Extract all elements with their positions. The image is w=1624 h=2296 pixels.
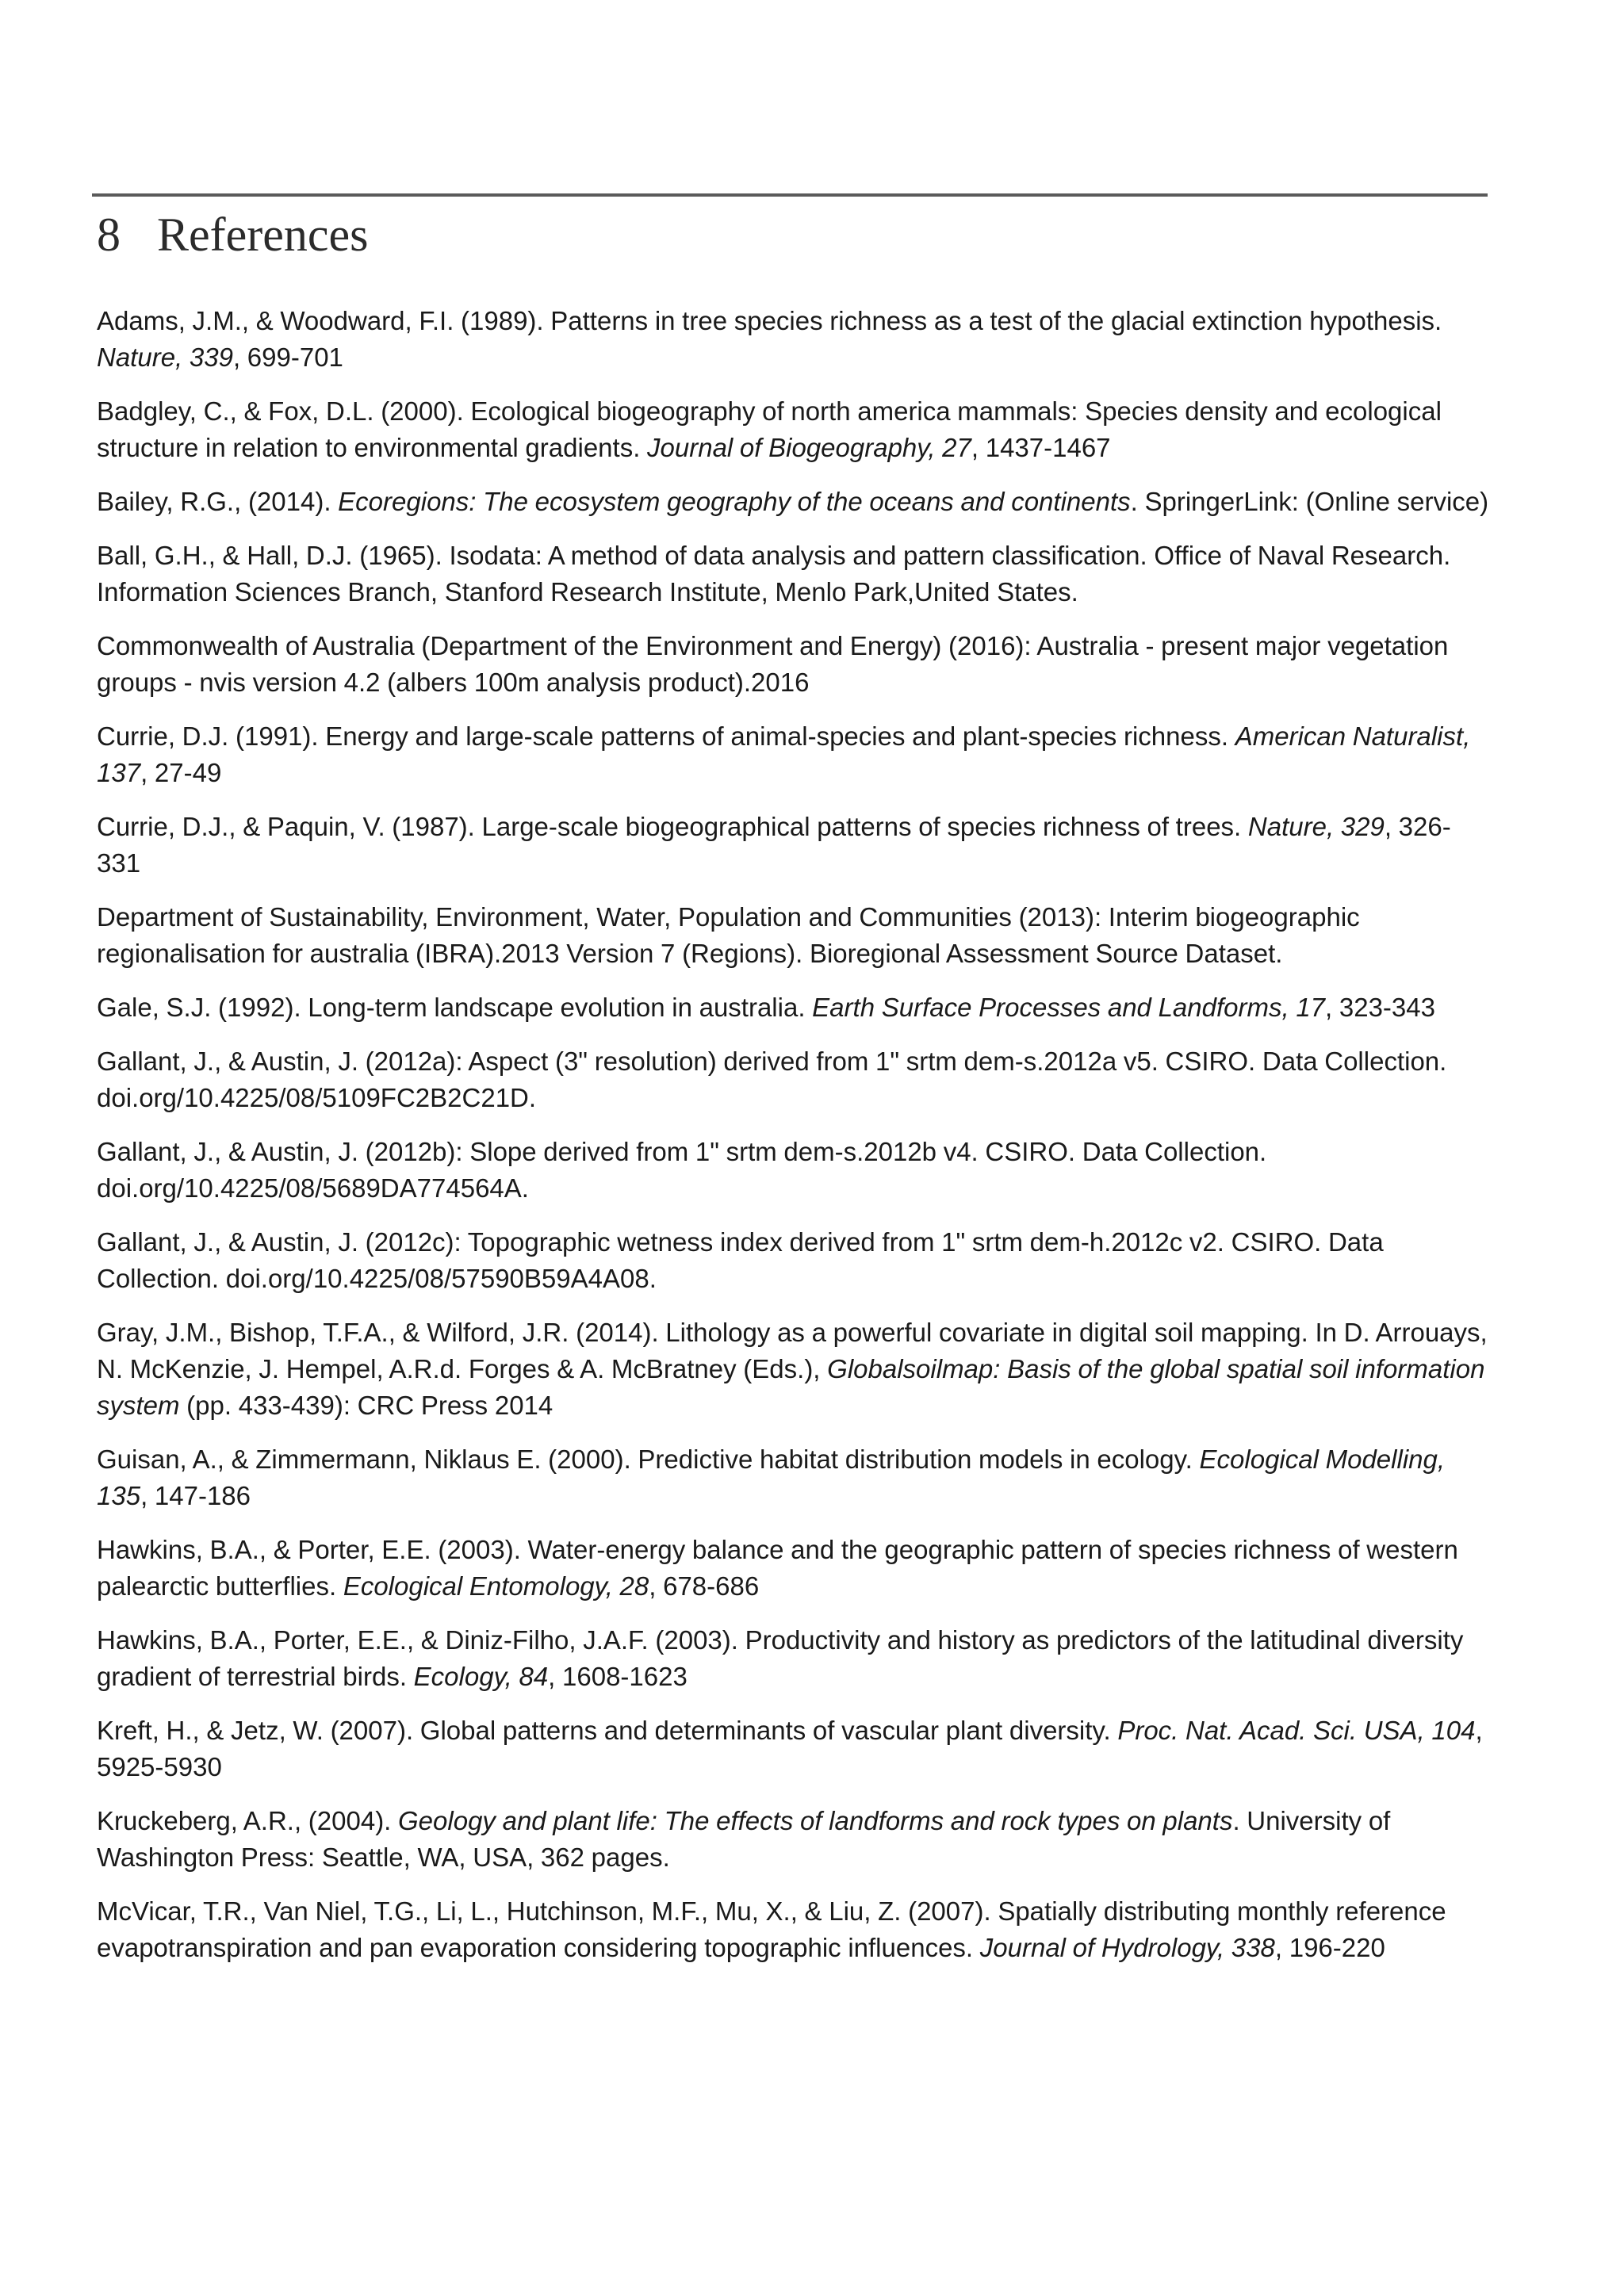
reference-entry xyxy=(97,1224,1492,1297)
reference-source-title: Nature, 329 xyxy=(1247,812,1385,841)
reference-text: , 5925-5930 xyxy=(97,1716,1483,1781)
reference-text: Ball, G.H., & Hall, D.J. (1965). Isodata: A method of data analysis and pattern classification. Office of Naval Research. Information Sciences Branch, Stanford Research Institute, Menlo Park,United States. xyxy=(97,541,1451,607)
reference-text: , 678-686 xyxy=(649,1571,760,1601)
reference-source-title: Ecology, 84 xyxy=(413,1662,549,1691)
reference-text: , 1608-1623 xyxy=(548,1662,688,1691)
reference-text: Currie, D.J., & Paquin, V. (1987). Large-scale biogeographical patterns of species richness of trees. xyxy=(97,812,1248,841)
reference-entry xyxy=(97,718,1492,791)
reference-text: , 27-49 xyxy=(140,758,222,787)
reference-source-title: Proc. Nat. Acad. Sci. USA, 104 xyxy=(1117,1716,1476,1745)
reference-text: Hawkins, B.A., & Porter, E.E. (2003). Water-energy balance and the geographic pattern of species richness of western palearctic butterflies. xyxy=(97,1535,1458,1601)
reference-text: (pp. 433-439): CRC Press 2014 xyxy=(179,1391,553,1420)
reference-entry xyxy=(97,1043,1492,1116)
reference-source-title: Journal of Hydrology, 338 xyxy=(979,1933,1275,1962)
reference-text: , 699-701 xyxy=(232,342,343,372)
reference-entry xyxy=(97,393,1492,466)
reference-text: , 326-331 xyxy=(97,812,1451,878)
reference-text: , 147-186 xyxy=(140,1481,251,1510)
reference-source-title: Globalsoilmap: Basis of the global spatial soil information system xyxy=(97,1354,1485,1420)
reference-source-title: American Naturalist, 137 xyxy=(97,721,1471,787)
reference-source-title: Ecological Entomology, 28 xyxy=(343,1571,649,1601)
reference-entry xyxy=(97,538,1492,610)
reference-text: Kruckeberg, A.R., (2004). xyxy=(97,1806,399,1835)
reference-entry xyxy=(97,809,1492,882)
reference-text: Hawkins, B.A., Porter, E.E., & Diniz-Filho, J.A.F. (2003). Productivity and history as predictors of the latitudinal diversity gradient of terrestrial birds. xyxy=(97,1625,1464,1691)
reference-text: , 1437-1467 xyxy=(971,433,1111,462)
reference-text: Guisan, A., & Zimmermann, Niklaus E. (2000). Predictive habitat distribution models in ecology. xyxy=(97,1445,1200,1474)
reference-entry xyxy=(97,899,1492,972)
reference-text: . SpringerLink: (Online service) xyxy=(1130,487,1489,516)
reference-entry xyxy=(97,1134,1492,1207)
reference-entry xyxy=(97,1622,1492,1695)
reference-text: Gallant, J., & Austin, J. (2012b): Slope derived from 1" srtm dem-s.2012b v4. CSIRO. Data Collection. doi.org/10.4225/08/5689DA774564A. xyxy=(97,1137,1267,1203)
reference-text: Commonwealth of Australia (Department of the Environment and Energy) (2016): Australia - present major vegetation groups - nvis version 4.2 (albers 100m analysis product).2016 xyxy=(97,631,1449,697)
reference-entry xyxy=(97,1893,1492,1966)
reference-text: Gray, J.M., Bishop, T.F.A., & Wilford, J.R. (2014). Lithology as a powerful covariate in digital soil mapping. In D. Arrouays, N. McKenzie, J. Hempel, A.R.d. Forges & A. McBratney (Eds.), xyxy=(97,1318,1488,1383)
reference-text: Kreft, H., & Jetz, W. (2007). Global patterns and determinants of vascular plant diversity. xyxy=(97,1716,1118,1745)
reference-source-title: Ecological Modelling, 135 xyxy=(97,1445,1446,1510)
reference-source-title: Geology and plant life: The effects of landforms and rock types on plants xyxy=(398,1806,1233,1835)
reference-source-title: Earth Surface Processes and Landforms, 17 xyxy=(812,993,1326,1022)
reference-entry xyxy=(97,1314,1492,1424)
reference-text: , 323-343 xyxy=(1325,993,1435,1022)
reference-entry xyxy=(97,1441,1492,1514)
section-title: References xyxy=(157,209,369,261)
reference-text: , 196-220 xyxy=(1274,1933,1385,1962)
reference-text: Gallant, J., & Austin, J. (2012c): Topographic wetness index derived from 1" srtm dem-h.2012c v2. CSIRO. Data Collection. doi.org/10.4225/08/57590B59A4A08. xyxy=(97,1227,1384,1293)
reference-text: Gallant, J., & Austin, J. (2012a): Aspect (3" resolution) derived from 1" srtm dem-s.2012a v5. CSIRO. Data Collection. doi.org/10.4225/08/5109FC2B2C21D. xyxy=(97,1047,1447,1112)
reference-source-title: Journal of Biogeography, 27 xyxy=(647,433,971,462)
reference-source-title: Ecoregions: The ecosystem geography of the oceans and continents xyxy=(338,487,1131,516)
reference-list xyxy=(97,303,1492,1984)
reference-text: Department of Sustainability, Environment, Water, Population and Communities (2013): Interim biogeographic regionalisation for australia (IBRA).2013 Version 7 (Regions). Bioregional Assessment Source Dataset. xyxy=(97,902,1360,968)
reference-entry xyxy=(97,1532,1492,1605)
reference-text: Bailey, R.G., (2014). xyxy=(97,487,339,516)
reference-entry xyxy=(97,1803,1492,1876)
reference-source-title: Nature, 339 xyxy=(97,342,233,372)
reference-text: McVicar, T.R., Van Niel, T.G., Li, L., Hutchinson, M.F., Mu, X., & Liu, Z. (2007). Spatially distributing monthly reference evapotranspiration and pan evaporation considering topographic influences. xyxy=(97,1896,1446,1962)
reference-entry xyxy=(97,1712,1492,1785)
reference-text: Adams, J.M., & Woodward, F.I. (1989). Patterns in tree species richness as a test of the glacial extinction hypothesis. xyxy=(97,306,1442,335)
reference-entry xyxy=(97,989,1492,1026)
reference-entry xyxy=(97,484,1492,520)
section-heading xyxy=(97,200,368,270)
reference-text: Gale, S.J. (1992). Long-term landscape evolution in australia. xyxy=(97,993,813,1022)
section-number: 8 xyxy=(97,209,121,261)
reference-text: Badgley, C., & Fox, D.L. (2000). Ecological biogeography of north america mammals: Species density and ecological structure in relation to environmental gradients. xyxy=(97,396,1442,462)
section-rule xyxy=(92,193,1488,197)
reference-text: Currie, D.J. (1991). Energy and large-scale patterns of animal-species and plant-species richness. xyxy=(97,721,1235,751)
reference-entry xyxy=(97,628,1492,701)
reference-text: . University of Washington Press: Seattle, WA, USA, 362 pages. xyxy=(97,1806,1391,1872)
reference-entry xyxy=(97,303,1492,376)
